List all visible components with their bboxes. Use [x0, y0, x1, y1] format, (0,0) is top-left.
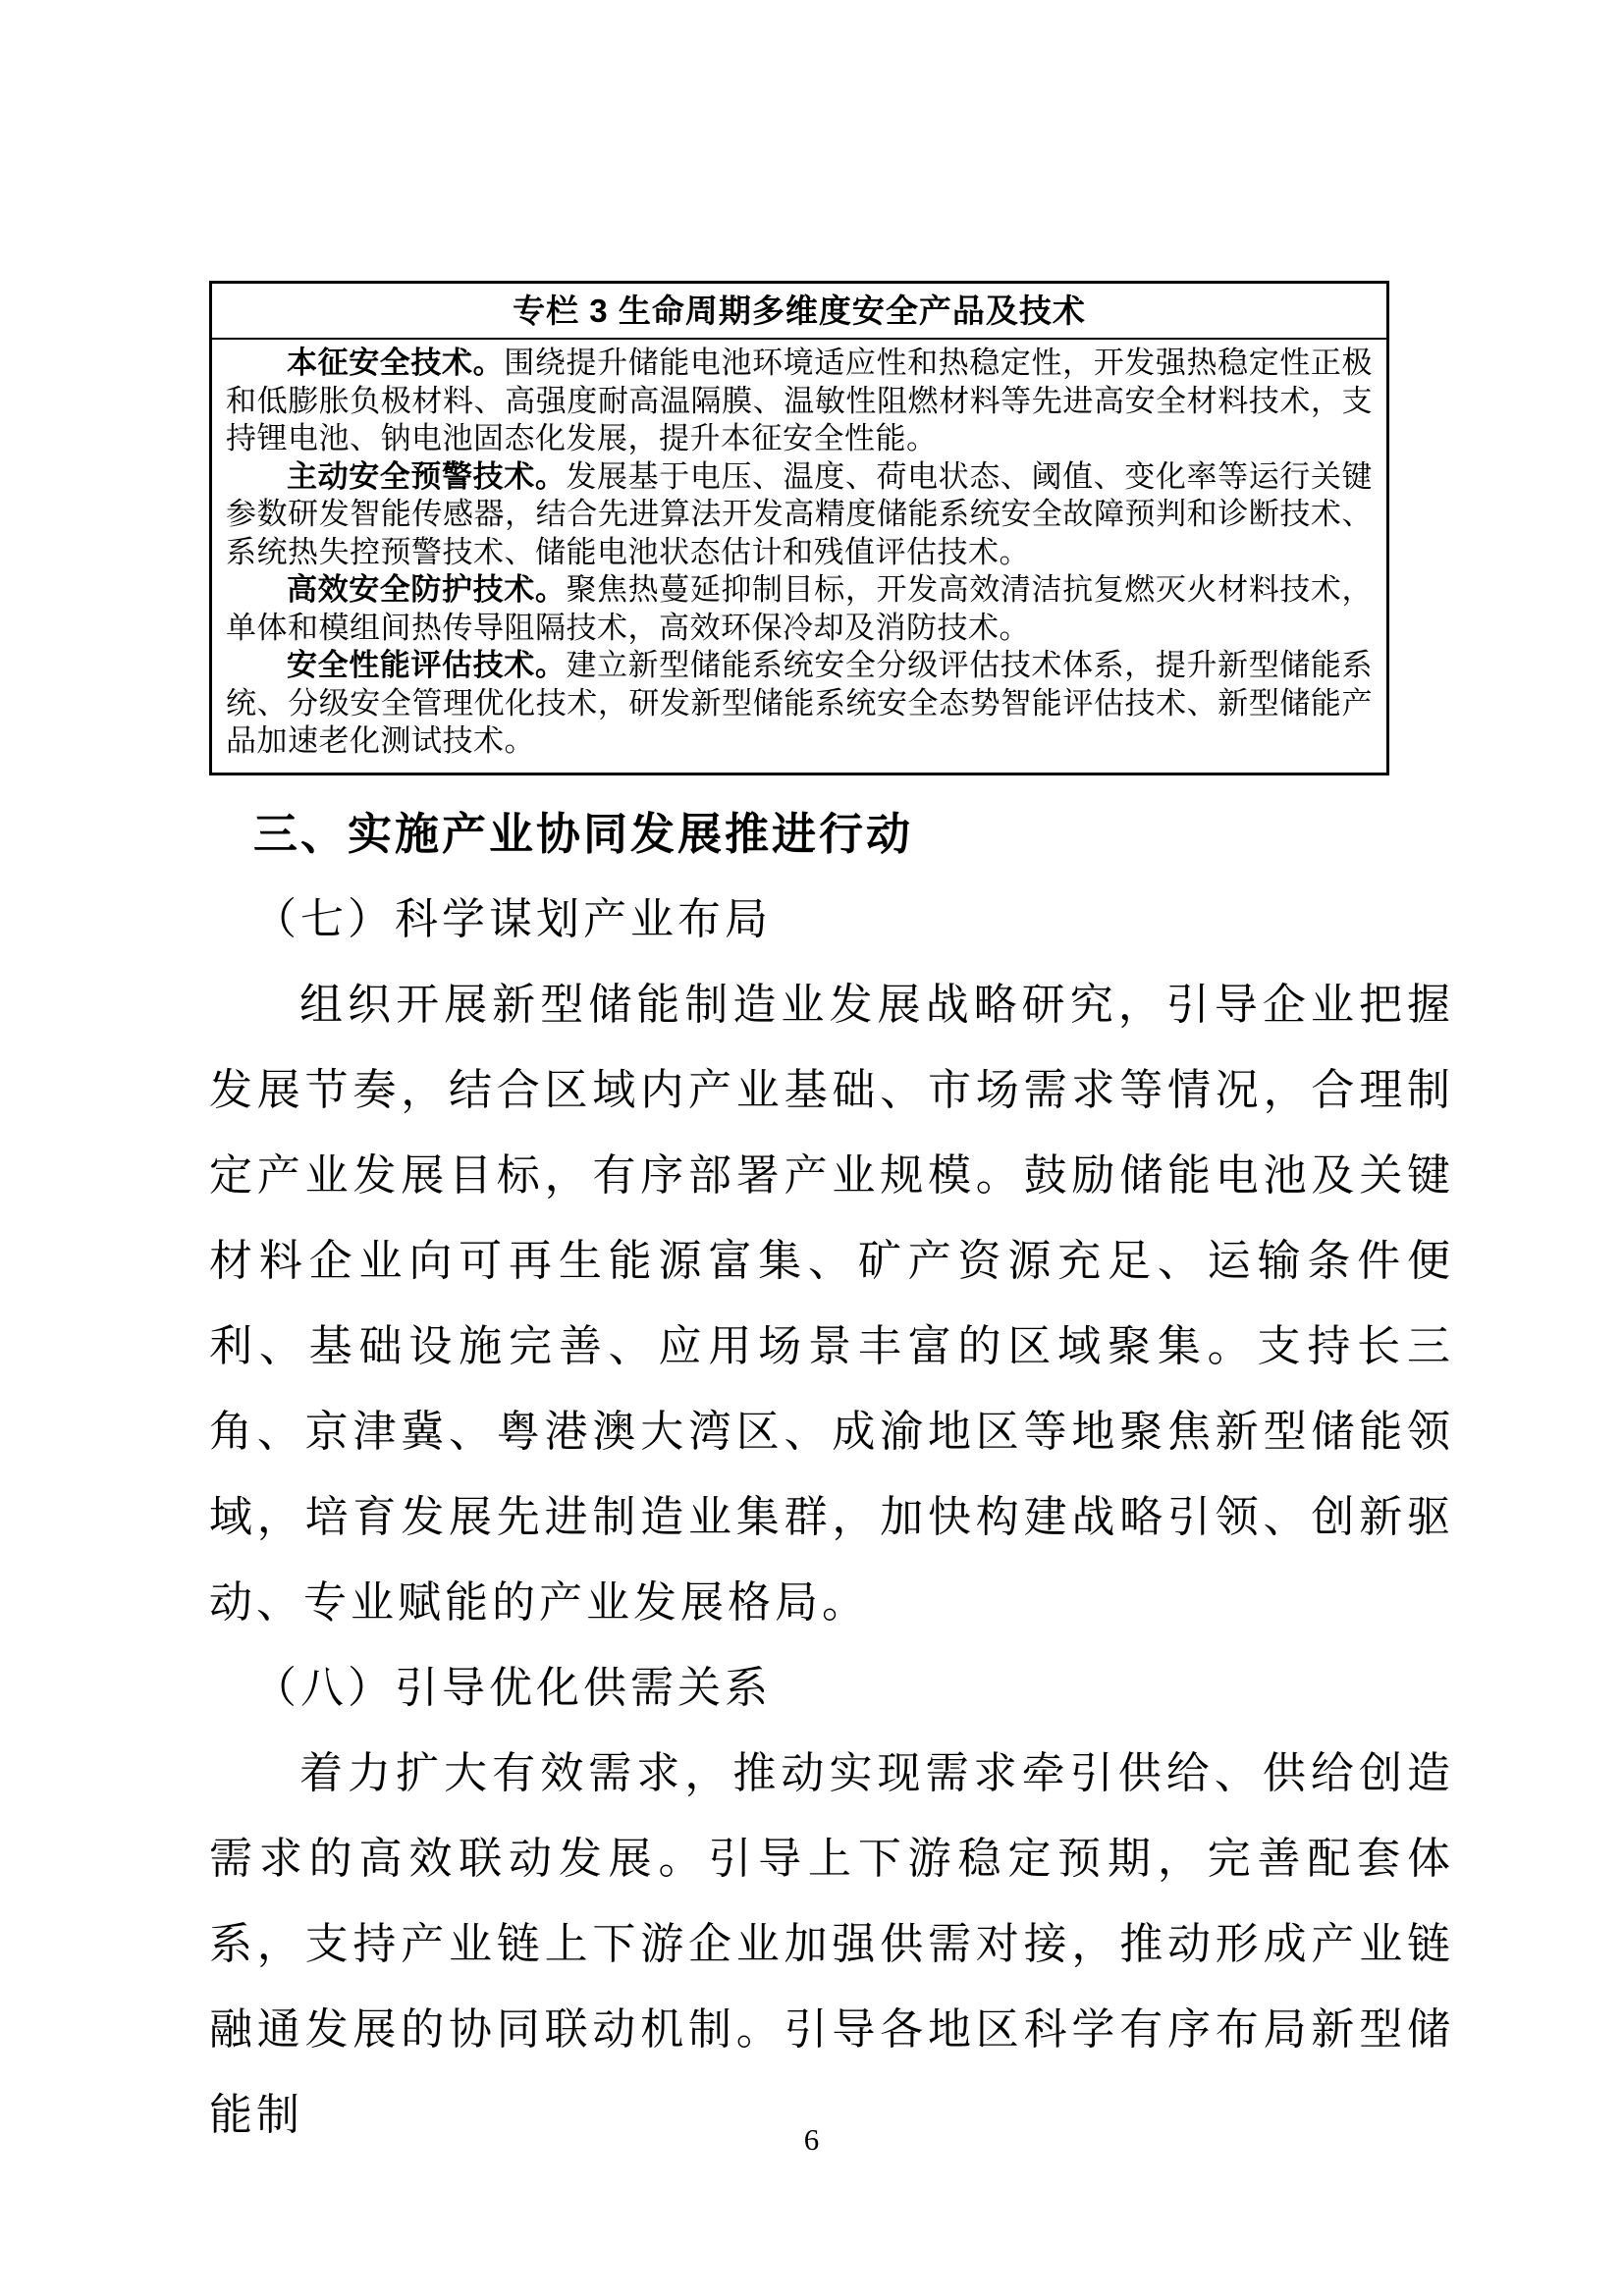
box-paragraph-lead: 主动安全预警技术。	[287, 458, 567, 494]
column-box-body	[212, 340, 1386, 773]
subsection-8-heading: （八）引导优化供需关系	[253, 1663, 772, 1712]
box-paragraph-text: 围绕提升储能电池环境适应性和热稳定性，开发强热稳定性正极和低膨胀负极材料、高强度耐高温隔膜、温敏性阻燃材料等先进高安全材料技术，支持锂电池、钠电池固态化发展，提升本征安全性能。	[226, 346, 1374, 455]
paragraph-8: 着力扩大有效需求，推动实现需求牵引供给、供给创造需求的高效联动发展。引导上下游稳定预期，完善配套体系，支持产业链上下游企业加强供需对接，推动形成产业链融通发展的协同联动机制。引导各地区科学有序布局新型储能制	[209, 1748, 1454, 2139]
box-paragraph-lead: 高效安全防护技术。	[287, 572, 567, 607]
box-paragraph	[226, 647, 1373, 761]
paragraph-7: 组织开展新型储能制造业发展战略研究，引导企业把握发展节奏，结合区域内产业基础、市场需求等情况，合理制定产业发展目标，有序部署产业规模。鼓励储能电池及关键材料企业向可再生能源富集、矿产资源充足、运输条件便利、基础设施完善、应用场景丰富的区域聚集。支持长三角、京津冀、粤港澳大湾区、成渝地区等地聚焦新型储能领域，培育发展先进制造业集群，加快构建战略引领、创新驱动、专业赋能的产业发展格局。	[209, 980, 1454, 1627]
subsection-7-heading: （七）科学谋划产业布局	[253, 894, 772, 943]
box-paragraph-text: 发展基于电压、温度、荷电状态、阈值、变化率等运行关键参数研发智能传感器，结合先进算法开发高精度储能系统安全故障预判和诊断技术、系统热失控预警技术、储能电池状态估计和残值评估技术。	[226, 458, 1374, 569]
column-box-title: 专栏 3 生命周期多维度安全产品及技术	[212, 284, 1386, 340]
box-paragraph-lead: 安全性能评估技术。	[287, 648, 567, 682]
box-paragraph	[226, 458, 1373, 572]
section-heading: 三、实施产业协同发展推进行动	[253, 808, 914, 859]
box-paragraph-text: 建立新型储能系统安全分级评估技术体系，提升新型储能系统、分级安全管理优化技术，研发新型储能系统安全态势智能评估技术、新型储能产品加速老化测试技术。	[226, 648, 1374, 758]
column-box	[209, 281, 1389, 775]
box-paragraph	[226, 571, 1373, 647]
page-number: 6	[803, 2122, 820, 2157]
box-paragraph-text: 聚焦热蔓延抑制目标，开发高效清洁抗复燃灭火材料技术，单体和模组间热传导阻隔技术，高效环保冷却及消防技术。	[226, 572, 1374, 645]
page-content	[209, 281, 1454, 2158]
box-paragraph	[226, 345, 1373, 458]
box-paragraph-lead: 本征安全技术。	[287, 346, 505, 380]
main-text	[209, 791, 1454, 2158]
